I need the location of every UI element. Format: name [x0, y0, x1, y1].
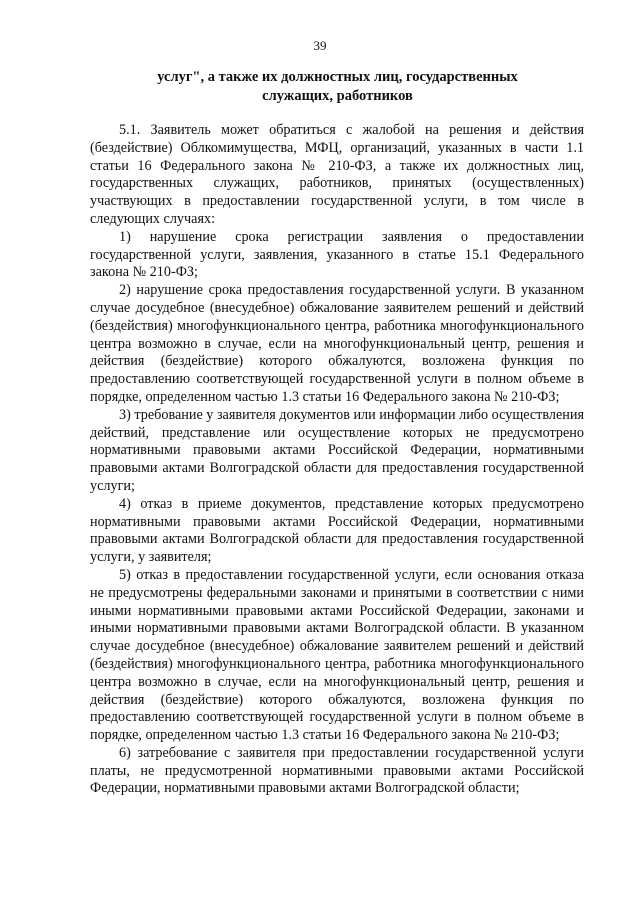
list-item-1: 1) нарушение срока регистрации заявления о предоставлении государственной услуги, заявления, указанного в статье 15.1 Федерального закона № 210-ФЗ;	[90, 228, 584, 281]
list-item-6: 6) затребование с заявителя при предоставлении государственной услуги платы, не предусмотренной нормативными правовыми актами Российской Федерации, нормативными правовыми актами Волгоградской области;	[90, 744, 584, 797]
list-item-4: 4) отказ в приеме документов, представление которых предусмотрено нормативными правовыми актами Российской Федерации, нормативными правовыми актами Волгоградской области для предоставления государственной услуги, у заявителя;	[90, 495, 584, 566]
list-item-2: 2) нарушение срока предоставления государственной услуги. В указанном случае досудебное (внесудебное) обжалование заявителем решений и действий (бездействия) многофункционального центра, работника многофункционального центра возможно в случае, если на многофункциональный центр, решения и действия (бездействие) которого обжалуются, возложена функция по предоставлению соответствующей государственной услуги в полном объеме в порядке, определенном частью 1.3 статьи 16 Федерального закона № 210-ФЗ;	[90, 282, 584, 405]
page-number: 39	[313, 38, 327, 53]
document-body	[90, 122, 584, 798]
section-heading	[90, 68, 585, 106]
list-item-3: 3) требование у заявителя документов или информации либо осуществления действий, представление или осуществление которых не предусмотрено нормативными правовыми актами Российской Федерации, нормативными правовыми актами Волгоградской области для предоставления государственной услуги;	[90, 406, 584, 494]
list-item-5: 5) отказ в предоставлении государственной услуги, если основания отказа не предусмотрены федеральными законами и принятыми в соответствии с ними иными нормативными правовыми актами Российской Федерации, законами и иными нормативными правовыми актами Волгоградской области. В указанном случае досудебное (внесудебное) обжалование заявителем решений и действий (бездействия) многофункционального центра, работника многофункционального центра возможно в случае, если на многофункциональный центр, решения и действия (бездействие) которого обжалуются, возложена функция по предоставлению соответствующей государственной услуги в полном объеме в порядке, определенном частью 1.3 статьи 16 Федерального закона № 210-ФЗ;	[90, 566, 584, 744]
heading-line-1: услуг", а также их должностных лиц, государственных	[157, 69, 518, 85]
paragraph-5-1: 5.1. Заявитель может обратиться с жалобой на решения и действия (бездействие) Облкомимущества, МФЦ, организаций, указанных в части 1.1 статьи 16 Федерального закона № 210-ФЗ, а также их должностных лиц, государственных служащих, работников, принятых (осуществленных) участвующих в предоставлении государственной услуги, в том числе в следующих случаях:	[90, 122, 584, 227]
heading-line-2: служащих, работников	[262, 88, 413, 104]
